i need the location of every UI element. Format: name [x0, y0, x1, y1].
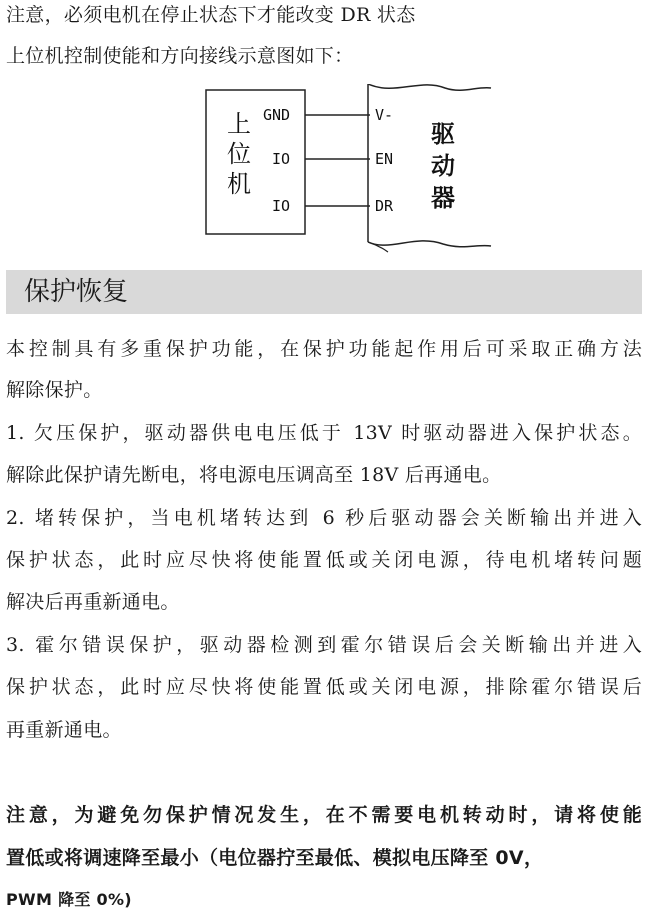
- section-title: 保护恢复: [24, 277, 129, 307]
- host-pin-io-2: IO: [272, 197, 291, 215]
- host-label-3: 机: [227, 170, 251, 198]
- body-line-1: 本控制具有多重保护功能，在保护功能起作用后可采取正确方法: [6, 338, 642, 360]
- driver-bottom-edge: [368, 241, 491, 247]
- body-line-10: 再重新通电。: [6, 719, 122, 741]
- host-box: [206, 90, 305, 234]
- body-line-5: 2. 堵转保护，当电机堵转达到 6 秒后驱动器会关断输出并进入: [6, 507, 642, 529]
- host-pin-gnd: GND: [263, 106, 291, 124]
- driver-top-edge: [368, 84, 491, 90]
- driver-label-2: 动: [431, 152, 455, 180]
- body-line-2: 解除保护。: [6, 379, 103, 401]
- driver-label-3: 器: [431, 184, 455, 212]
- body-line-8: 3. 霍尔错误保护，驱动器检测到霍尔错误后会关断输出并进入: [6, 634, 642, 656]
- note-line: 注意，必须电机在停止状态下才能改变 DR 状态: [6, 4, 416, 26]
- diagram-caption: 上位机控制使能和方向接线示意图如下：: [6, 45, 354, 67]
- wiring-diagram: [205, 84, 495, 254]
- warning-line-3: PWM 降至 0%): [6, 890, 132, 909]
- body-line-6: 保护状态，此时应尽快将使能置低或关闭电源，待电机堵转问题: [6, 549, 642, 571]
- body-line-4: 解除此保护请先断电，将电源电压调高至 18V 后再通电。: [6, 464, 502, 486]
- warning-line-2: 置低或将调速降至最小（电位器拧至最低、模拟电压降至 0V，: [6, 847, 544, 869]
- body-line-3: 1. 欠压保护，驱动器供电电压低于 13V 时驱动器进入保护状态。: [6, 422, 642, 444]
- host-label-1: 上: [227, 110, 251, 138]
- driver-pin-en: EN: [375, 150, 394, 168]
- body-line-9: 保护状态，此时应尽快将使能置低或关闭电源，排除霍尔错误后: [6, 676, 642, 698]
- driver-pin-v: V-: [375, 106, 394, 124]
- host-pin-io-1: IO: [272, 150, 291, 168]
- warning-line-1: 注意，为避免勿保护情况发生，在不需要电机转动时，请将使能: [6, 804, 642, 826]
- section-header: [6, 270, 642, 314]
- host-label-2: 位: [227, 140, 251, 168]
- driver-label-1: 驱: [431, 120, 455, 148]
- driver-pin-dr: DR: [375, 197, 394, 215]
- body-line-7: 解决后再重新通电。: [6, 591, 180, 613]
